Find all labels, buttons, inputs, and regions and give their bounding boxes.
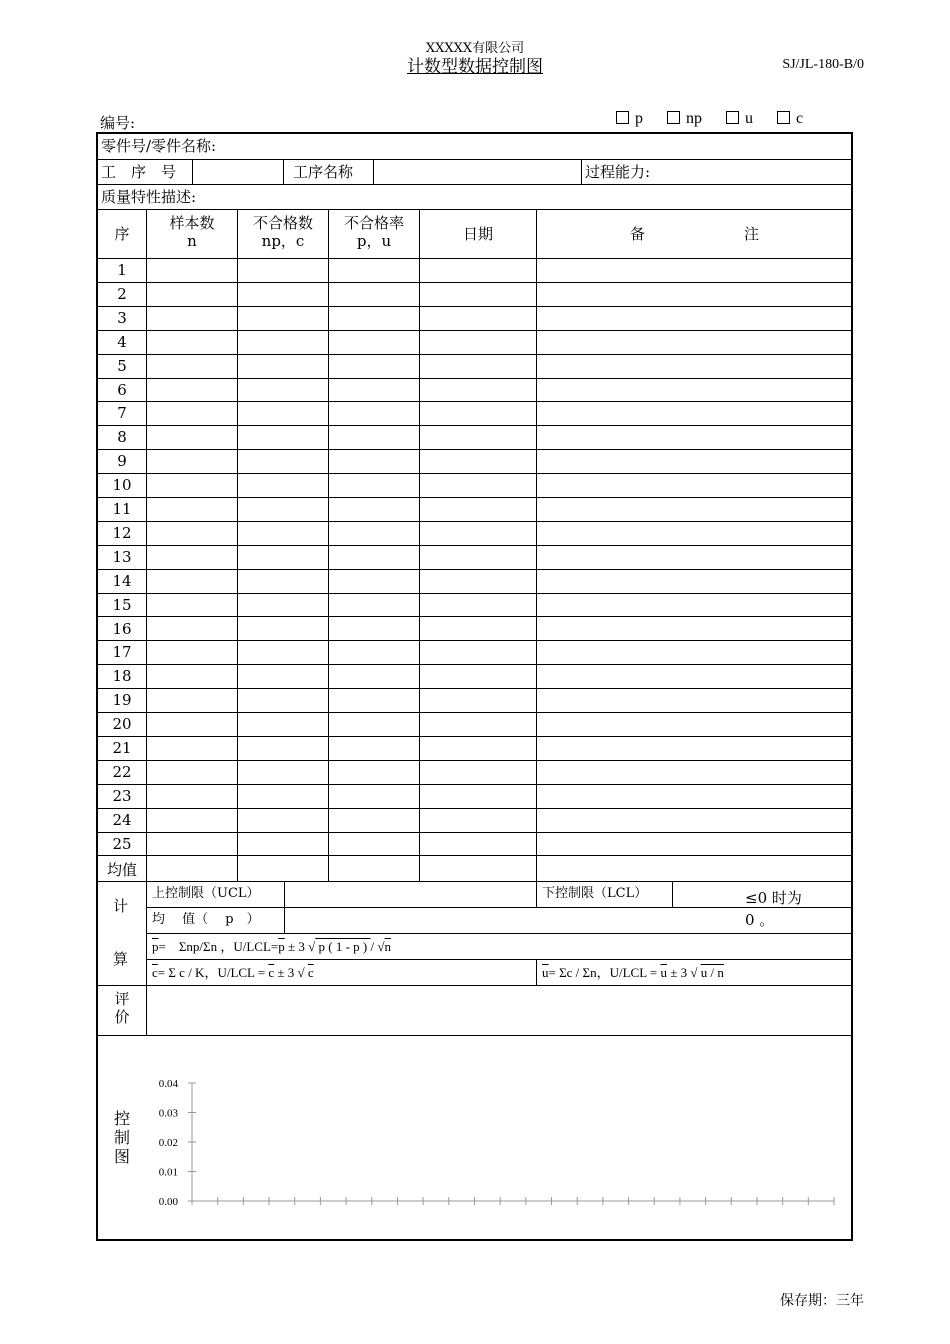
col-remark-b: 注 xyxy=(744,225,760,243)
row-number: 11 xyxy=(112,500,132,518)
calc-label-b: 算 xyxy=(113,950,129,968)
row-number: 22 xyxy=(112,762,132,781)
capability-label: 过程能力: xyxy=(585,163,651,181)
type-option-p[interactable]: p xyxy=(616,110,643,127)
row-number: 7 xyxy=(117,404,127,423)
row-number: 20 xyxy=(112,715,132,734)
row-number: 15 xyxy=(112,595,132,614)
row-number: 1 xyxy=(117,261,127,279)
quality-label: 质量特性描述: xyxy=(101,188,197,206)
lcl-label: 下控制限（LCL） xyxy=(542,886,648,901)
chart-type-options xyxy=(616,110,823,128)
lcl-note-1: ≤0 时为 xyxy=(745,889,802,907)
y-tick-label: 0.00 xyxy=(158,1196,178,1208)
calc-label-a: 计 xyxy=(113,897,129,915)
number-label: 编号: xyxy=(100,114,136,132)
row-number: 12 xyxy=(112,523,132,542)
row-number: 16 xyxy=(112,619,132,638)
retention-note: 保存期：三年 xyxy=(780,1293,864,1309)
type-option-c[interactable]: c xyxy=(777,110,803,127)
row-number: 5 xyxy=(117,356,127,375)
lcl-note-2: 0 。 xyxy=(745,911,775,929)
row-number: 3 xyxy=(117,308,127,327)
control-chart-label: 控 制 图 xyxy=(113,1109,130,1166)
checkbox-p[interactable] xyxy=(616,111,629,124)
checkbox-c[interactable] xyxy=(777,111,790,124)
mean-row-label: 均值 xyxy=(106,861,137,879)
page-title: 计数型数据控制图 xyxy=(407,57,543,77)
row-number: 24 xyxy=(112,810,132,829)
y-tick-label: 0.02 xyxy=(158,1137,178,1149)
col-remark-a: 备 xyxy=(630,225,646,243)
row-number: 6 xyxy=(117,380,127,399)
document-number: SJ/JL-180-B/0 xyxy=(782,57,864,72)
process-no-label: 工 序 号 xyxy=(101,163,177,181)
col-seq: 序 xyxy=(114,225,130,243)
row-number: 14 xyxy=(112,571,132,590)
row-number: 21 xyxy=(112,739,132,757)
type-option-u[interactable]: u xyxy=(726,110,753,127)
process-name-label: 工序名称 xyxy=(293,163,354,181)
row-number: 4 xyxy=(117,332,127,351)
u-formula: $\overline{u}= \Sigma c / \Sigma n$，$U/LCL = \overline{u} \pm 3$ √ u / n xyxy=(542,965,724,980)
col-sample: 样本数 n xyxy=(169,214,215,250)
ucl-label: 上控制限（UCL） xyxy=(152,886,260,901)
row-number: 18 xyxy=(112,667,132,686)
form-frame xyxy=(96,132,853,1241)
checkbox-u[interactable] xyxy=(726,111,739,124)
company-name: XXXXX有限公司 xyxy=(425,41,525,56)
type-option-np[interactable]: np xyxy=(667,110,702,127)
row-number: 9 xyxy=(117,452,127,471)
row-number: 8 xyxy=(117,428,127,447)
y-tick-label: 0.01 xyxy=(158,1166,178,1179)
p-formula: $\overline{p}=$ Σnp/Σn ，$U/LCL=\overline{p} \pm 3$ √ p ( 1 - p ) / √n xyxy=(152,939,391,954)
control-chart xyxy=(146,1064,846,1214)
row-number: 10 xyxy=(112,476,132,495)
row-number: 17 xyxy=(112,643,132,662)
row-number: 23 xyxy=(112,786,132,805)
mean-p-label: 均 值（ p ） xyxy=(152,912,260,927)
col-defects: 不合格数 np，c xyxy=(252,214,313,250)
row-number: 19 xyxy=(112,691,132,710)
row-number: 25 xyxy=(112,834,132,853)
part-label: 零件号/零件名称: xyxy=(101,137,217,155)
evaluation-label: 评 价 xyxy=(114,990,130,1026)
y-tick-label: 0.03 xyxy=(158,1107,178,1120)
col-rate: 不合格率 p，u xyxy=(343,214,404,250)
col-date: 日期 xyxy=(462,225,493,243)
y-tick-label: 0.04 xyxy=(158,1078,178,1090)
row-number: 13 xyxy=(112,547,132,566)
checkbox-np[interactable] xyxy=(667,111,680,124)
row-number: 2 xyxy=(117,284,127,303)
c-formula: $\overline{c}= \Sigma$ c / K，$U/LCL = \overline{c} \pm 3$ √ c xyxy=(152,965,314,980)
